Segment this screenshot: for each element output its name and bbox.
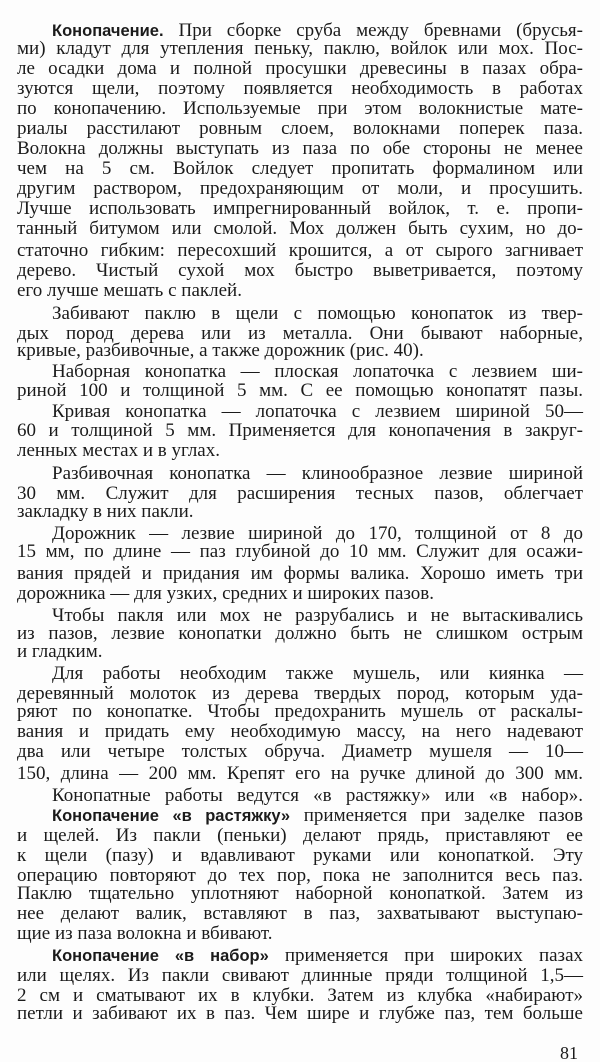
text-line xyxy=(17,826,583,846)
line-text: его лучше мешать с паклей. xyxy=(17,280,242,301)
text-line xyxy=(52,786,583,806)
bold-heading: Конопачение. xyxy=(52,22,164,40)
line-text: и гладким. xyxy=(17,641,103,662)
line-text: риалы расстилают ровным слоем, волокнами поперек паза. xyxy=(17,118,583,139)
line-text: Конопатные работы ведутся «в растяжку» или «в набор». xyxy=(52,785,583,806)
text-line xyxy=(52,362,583,382)
text-line xyxy=(17,904,583,924)
line-text: риной 100 и толщиной 5 мм. С ее помощью конопатят пазы. xyxy=(17,380,583,401)
text-line xyxy=(52,464,583,484)
text-line xyxy=(17,441,583,461)
text-line xyxy=(17,884,583,904)
line-text: Паклю тщательно уплотняют наборной конопаткой. Затем из xyxy=(17,883,583,904)
text-line xyxy=(17,241,583,261)
line-text: 60 и толщиной 5 мм. Применяется для конопачения в закруг- xyxy=(17,420,583,441)
line-text: закладку в них пакли. xyxy=(17,501,194,522)
text-line xyxy=(17,502,583,522)
text-line xyxy=(17,261,583,281)
line-text: зуются щели, поэтому появляется необходимость в работах xyxy=(17,78,583,99)
line-text: 15 мм, по длине — паз глубиной до 10 мм. Служит для осажи- xyxy=(17,541,583,562)
text-line xyxy=(17,742,583,762)
text-line xyxy=(17,584,583,604)
bold-heading: Конопачение «в растяжку» xyxy=(52,807,291,825)
line-text: или щелях. Из пакли свивают длинные пряди толщиной 1,5— xyxy=(17,965,583,986)
line-text: деревянный молоток из дерева твердых пород, которым уда- xyxy=(17,683,583,704)
text-line xyxy=(17,722,583,742)
line-text: к щели (пазу) и вдавливают руками или конопаткой. Эту xyxy=(17,845,583,866)
line-text: два или четыре толстых обруча. Диаметр мушеля — 10— xyxy=(17,741,583,762)
page-number: 81 xyxy=(560,1043,578,1063)
line-text: кривые, разбивочные, а также дорожник (рис. 40). xyxy=(17,340,424,361)
line-text: Дорожник — лезвие шириной до 170, толщиной от 8 до xyxy=(52,523,583,544)
text-line xyxy=(17,1004,583,1024)
line-text: применяется при заделке пазов xyxy=(290,805,583,826)
line-text: вания и придать ему необходимую массу, на него надевают xyxy=(17,721,583,742)
line-text: Наборная конопатка — плоская лопаточка с лезвием ши- xyxy=(52,361,583,382)
text-line xyxy=(52,806,583,826)
line-text: применяется при широких пазах xyxy=(268,945,583,966)
text-line xyxy=(17,139,583,159)
line-text: другим раствором, предохраняющим от моли, и просушить. xyxy=(17,178,583,199)
text-line xyxy=(17,219,583,239)
line-text: дорожника — для узких, средних и широких пазов. xyxy=(17,583,435,604)
text-line xyxy=(52,664,583,684)
line-text: чем на 5 см. Войлок следует пропитать формалином или xyxy=(17,158,583,179)
line-text: вания прядей и придания им формы валика. Хорошо иметь три xyxy=(17,563,583,584)
text-line xyxy=(17,199,583,219)
text-line xyxy=(17,564,583,584)
line-text: ленных местах и в углах. xyxy=(17,440,220,461)
text-line xyxy=(17,702,583,722)
line-text: Волокна должны выступать из паза по обе стороны не менее xyxy=(17,138,583,159)
text-line xyxy=(17,179,583,199)
text-line xyxy=(17,421,583,441)
line-text: из пазов, лезвие конопатки должно быть не слишком острым xyxy=(17,623,583,644)
text-line xyxy=(17,79,583,99)
text-line xyxy=(52,304,583,324)
line-text: Забивают паклю в щели с помощью конопаток из твер- xyxy=(52,303,583,324)
text-line xyxy=(17,846,583,866)
text-line xyxy=(17,159,583,179)
line-text: дых пород дерева или из металла. Они бывают наборные, xyxy=(17,323,583,344)
line-text: петли и забивают их в паз. Чем шире и глубже паз, тем больше xyxy=(17,1003,583,1024)
line-text: ле осадки дома и полной просушки древесины в пазах обра- xyxy=(17,58,583,79)
line-text: При сборке сруба между бревнами (брусья- xyxy=(163,20,583,41)
text-line xyxy=(17,924,583,944)
text-line xyxy=(17,764,583,784)
line-text: Разбивочная конопатка — клинообразное лезвие шириной xyxy=(52,463,583,484)
text-line xyxy=(17,341,583,361)
line-text: Чтобы пакля или мох не разрубались и не вытаскивались xyxy=(52,605,583,626)
line-text: танный битумом или смолой. Мох должен быть сухим, но до- xyxy=(17,218,583,239)
text-line xyxy=(17,59,583,79)
text-line xyxy=(17,642,583,662)
line-text: Кривая конопатка — лопаточка с лезвием шириной 50— xyxy=(52,401,583,422)
line-text: операцию повторяют до тех пор, пока не заполнится весь паз. xyxy=(17,865,583,886)
line-text: статочно гибким: пересохший крошится, а от сырого загнивает xyxy=(17,240,583,261)
line-text: дерево. Чистый сухой мох быстро выветривается, поэтому xyxy=(17,260,583,281)
line-text: щие из паза волокна и вбивают. xyxy=(17,923,273,944)
line-text: 150, длина — 200 мм. Крепят его на ручке длиной до 300 мм. xyxy=(17,763,583,784)
text-line xyxy=(17,119,583,139)
bold-heading: Конопачение «в набор» xyxy=(52,947,269,965)
line-text: 30 мм. Служит для расширения тесных пазов, облегчает xyxy=(17,483,583,504)
line-text: по конопачению. Используемые при этом волокнистые мате- xyxy=(17,98,583,119)
line-text: нее делают валик, вставляют в паз, захватывают выступаю- xyxy=(17,903,583,924)
line-text: и щелей. Из пакли (пеньки) делают прядь, приставляют ее xyxy=(17,825,583,846)
line-text: ряют по конопатке. Чтобы предохранить мушель от раскалы- xyxy=(17,701,583,722)
text-line xyxy=(52,402,583,422)
text-line xyxy=(17,381,583,401)
line-text: ми) кладут для утепления пеньку, паклю, войлок или мох. Пос- xyxy=(17,38,583,59)
line-text: Лучше использовать импрегнированный войлок, т. е. пропи- xyxy=(17,198,583,219)
text-line xyxy=(52,946,583,966)
text-line xyxy=(17,99,583,119)
text-line xyxy=(17,966,583,986)
line-text: Для работы необходим также мушель, или киянка — xyxy=(52,663,583,684)
text-line xyxy=(17,542,583,562)
line-text: 2 см и сматывают их в клубки. Затем из клубка «набирают» xyxy=(17,985,583,1006)
text-line xyxy=(17,39,583,59)
text-line xyxy=(17,281,583,301)
